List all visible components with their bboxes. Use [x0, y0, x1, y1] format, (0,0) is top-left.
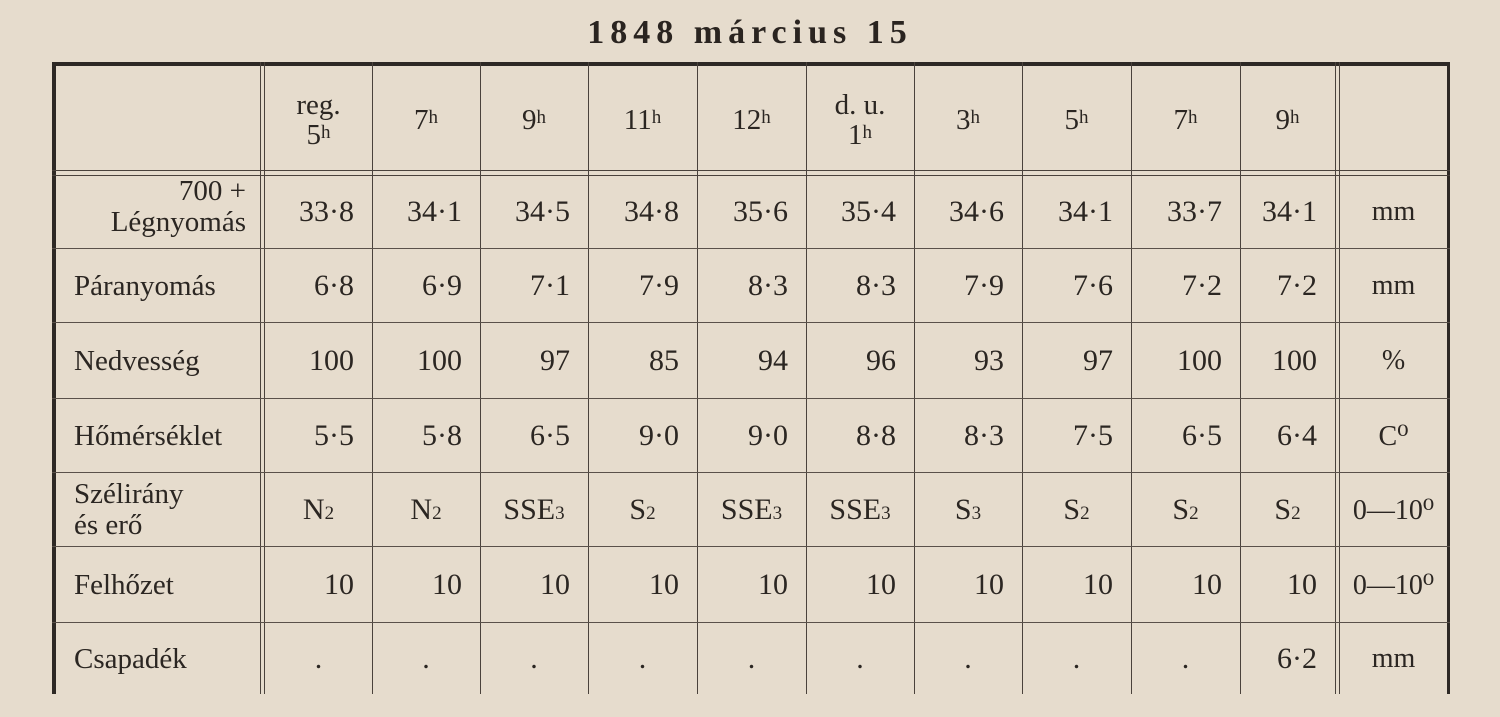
header-period-label: reg. — [296, 89, 341, 121]
table-cell: 6·5 — [530, 419, 570, 452]
header-hour-mark: h — [761, 107, 771, 128]
row-label-homerseklet: Hőmérséklet — [74, 419, 223, 452]
header-col-2 — [372, 70, 480, 170]
table-cell: 100 — [1177, 344, 1222, 377]
header-time: 1 — [848, 119, 863, 151]
row-label-legnyomas — [56, 176, 260, 248]
row-label-csapadek: Csapadék — [74, 642, 187, 675]
row-label-szelirany — [56, 474, 260, 546]
table-cell: . — [422, 642, 430, 675]
table-cell: 34·1 — [1058, 195, 1113, 228]
table-cell: 7·2 — [1277, 269, 1317, 302]
unit-cell: 0—10⁰ — [1352, 495, 1435, 526]
table-cell: 10 — [649, 568, 679, 601]
page-title: 1848 március 15 — [587, 14, 913, 51]
table-cell: 34·1 — [407, 195, 462, 228]
header-col-10 — [1240, 70, 1335, 170]
header-time: 5 — [306, 119, 321, 151]
table-cell: 34·5 — [515, 195, 570, 228]
header-time: 7 — [414, 104, 429, 136]
table-cell: 100 — [417, 344, 462, 377]
wind-force: 3 — [971, 503, 982, 524]
table-cell — [806, 474, 914, 546]
weather-table — [52, 62, 1450, 694]
table-cell: 7·6 — [1073, 269, 1113, 302]
table-cell: 6·9 — [422, 269, 462, 302]
table-cell: 33·7 — [1167, 195, 1222, 228]
header-hour-mark: h — [970, 107, 980, 128]
header-col-8 — [1022, 70, 1131, 170]
table-cell: 7·9 — [639, 269, 679, 302]
table-cell: 6·2 — [1277, 642, 1317, 675]
wind-direction: S — [629, 493, 647, 526]
table-cell: 5·8 — [422, 419, 462, 452]
row-label-nedvesseg: Nedvesség — [74, 344, 200, 377]
wind-force: 2 — [432, 503, 442, 524]
table-cell: . — [638, 642, 647, 675]
header-time: 5 — [1064, 104, 1079, 136]
row-label-paranyomas: Páranyomás — [74, 269, 216, 302]
table-cell: 33·8 — [299, 195, 354, 228]
header-hour-mark: h — [536, 107, 546, 128]
table-cell — [1022, 474, 1131, 546]
unit-cell: 0—10⁰ — [1352, 570, 1435, 601]
table-cell: 10 — [432, 568, 462, 601]
header-col-6 — [806, 70, 914, 170]
table-cell: 7·9 — [964, 269, 1004, 302]
wind-direction: SSE — [829, 493, 882, 526]
table-cell: . — [1072, 642, 1081, 675]
table-cell: 10 — [974, 568, 1004, 601]
row-separator — [52, 546, 1450, 547]
table-cell: 8·3 — [964, 419, 1004, 452]
table-cell — [588, 474, 697, 546]
wind-force: 3 — [772, 503, 783, 524]
table-cell: 7·2 — [1182, 269, 1222, 302]
unit-cell: mm — [1371, 270, 1416, 301]
table-cell: 6·8 — [314, 269, 354, 302]
row-separator — [52, 248, 1450, 249]
table-cell: 94 — [758, 344, 788, 377]
table-cell — [480, 474, 588, 546]
table-cell: 35·4 — [841, 195, 896, 228]
row-separator — [52, 322, 1450, 323]
table-cell: 85 — [649, 344, 679, 377]
header-time: 9 — [1275, 104, 1290, 136]
table-cell: 5·5 — [314, 419, 354, 452]
header-hour-mark: h — [428, 107, 438, 128]
header-hour-mark: h — [1290, 107, 1300, 128]
header-time: 12 — [732, 104, 762, 136]
header-time: 7 — [1173, 104, 1188, 136]
header-col-9 — [1131, 70, 1240, 170]
table-cell: 8·3 — [748, 269, 788, 302]
header-col-1 — [265, 70, 372, 170]
table-cell: 100 — [1272, 344, 1317, 377]
table-cell: 10 — [1192, 568, 1222, 601]
row-separator — [52, 398, 1450, 399]
header-hour-mark: h — [651, 107, 662, 128]
wind-force: 2 — [1080, 503, 1090, 524]
table-cell: 34·6 — [949, 195, 1004, 228]
table-cell: 35·6 — [733, 195, 788, 228]
unit-cell: C⁰ — [1378, 421, 1409, 452]
table-cell: . — [856, 642, 864, 675]
table-cell: 10 — [540, 568, 570, 601]
wind-force: 2 — [646, 503, 656, 524]
table-cell: 34·8 — [624, 195, 679, 228]
table-cell: 100 — [309, 344, 354, 377]
header-time: 9 — [522, 104, 537, 136]
table-cell: 10 — [866, 568, 896, 601]
header-col-3 — [480, 70, 588, 170]
wind-direction: SSE — [503, 493, 556, 526]
wind-force: 2 — [1291, 503, 1301, 524]
wind-force: 2 — [324, 503, 335, 524]
wind-direction-label: Szélirány — [74, 478, 184, 510]
table-cell: 10 — [324, 568, 354, 601]
header-period-label: d. u. — [834, 89, 886, 121]
table-cell — [697, 474, 806, 546]
row-separator — [52, 622, 1450, 623]
header-hour-mark: h — [321, 122, 331, 143]
wind-force-label: és erő — [74, 509, 143, 541]
wind-direction: S — [1274, 493, 1292, 526]
wind-force: 3 — [881, 503, 891, 524]
pressure-offset-label: 700 + — [178, 175, 246, 207]
wind-direction: S — [1063, 493, 1081, 526]
unit-cell: mm — [1371, 643, 1416, 674]
table-cell — [372, 474, 480, 546]
table-cell: . — [1181, 642, 1190, 675]
table-cell: 10 — [758, 568, 788, 601]
header-hour-mark: h — [1188, 107, 1198, 128]
table-cell — [914, 474, 1022, 546]
wind-direction: N — [410, 493, 433, 526]
table-cell: 6·5 — [1182, 419, 1222, 452]
table-cell: . — [747, 642, 756, 675]
wind-direction: S — [954, 493, 972, 526]
table-cell — [1131, 474, 1240, 546]
table-cell: 6·4 — [1277, 419, 1317, 452]
wind-direction: SSE — [720, 493, 773, 526]
unit-cell: % — [1381, 345, 1406, 376]
table-cell: . — [530, 642, 538, 675]
wind-direction: N — [302, 493, 325, 526]
row-separator — [52, 472, 1450, 473]
header-time: 11 — [623, 104, 652, 136]
unit-cell: mm — [1371, 196, 1416, 227]
table-cell: . — [314, 642, 323, 675]
header-time: 3 — [956, 104, 971, 136]
table-cell: 97 — [540, 344, 570, 377]
row-label-felhozet: Felhőzet — [74, 568, 174, 601]
table-cell — [1240, 474, 1335, 546]
table-cell: 93 — [974, 344, 1004, 377]
table-cell: 7·5 — [1073, 419, 1113, 452]
header-col-5 — [697, 70, 806, 170]
header-hour-mark: h — [1079, 107, 1089, 128]
table-cell: 10 — [1083, 568, 1113, 601]
table-cell: 9·0 — [748, 419, 788, 452]
table-cell: 7·1 — [530, 269, 570, 302]
wind-force: 3 — [555, 503, 565, 524]
table-cell — [265, 474, 372, 546]
wind-direction: S — [1172, 493, 1190, 526]
table-cell: 96 — [866, 344, 896, 377]
table-cell: 97 — [1083, 344, 1113, 377]
header-col-7 — [914, 70, 1022, 170]
table-cell: 8·8 — [856, 419, 896, 452]
wind-force: 2 — [1189, 503, 1199, 524]
header-hour-mark: h — [862, 122, 872, 143]
table-cell: 10 — [1287, 568, 1317, 601]
header-col-4 — [588, 70, 697, 170]
pressure-label: Légnyomás — [110, 206, 246, 238]
table-cell: 8·3 — [856, 269, 896, 302]
table-cell: . — [964, 642, 972, 675]
table-cell: 9·0 — [639, 419, 679, 452]
table-right-rule — [1447, 62, 1450, 694]
table-cell: 34·1 — [1262, 195, 1317, 228]
